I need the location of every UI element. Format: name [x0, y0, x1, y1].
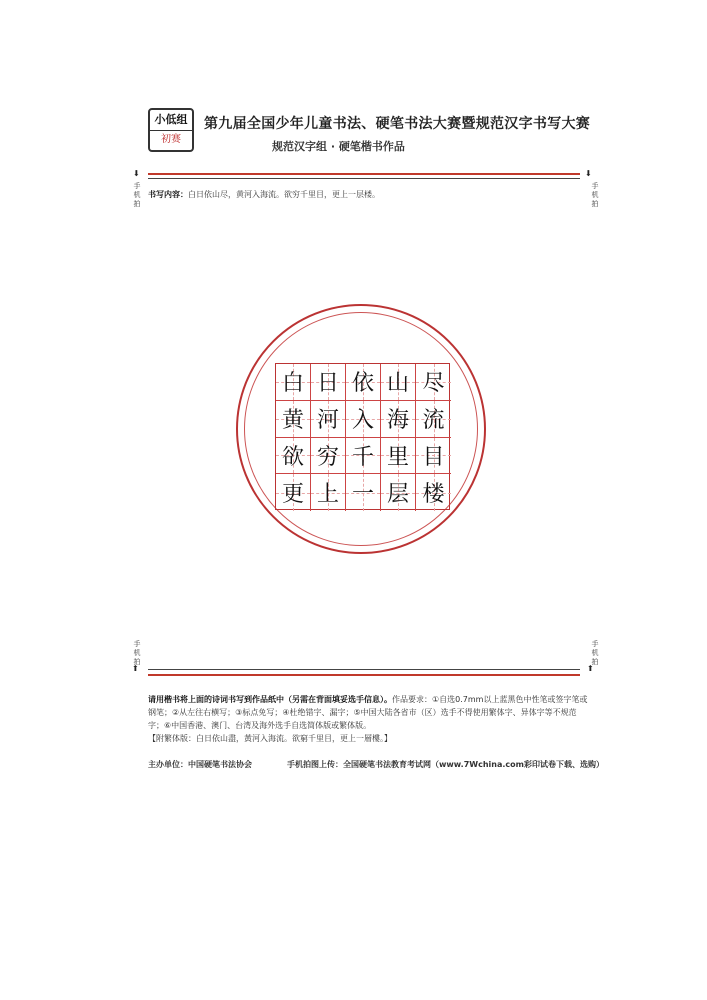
organizer: 主办单位：中国硬笔书法协会	[148, 760, 252, 769]
header-divider-red	[148, 173, 580, 175]
grid-cell: 千	[346, 438, 381, 475]
requirements-lead: 请用楷书将上面的诗词书写到作品纸中（另需在背面填妥选手信息）。	[148, 695, 392, 704]
grid-cell: 目	[416, 438, 451, 475]
writing-content-label: 书写内容：	[148, 190, 188, 199]
group-label: 小低组	[150, 110, 192, 131]
grid-cell: 山	[381, 364, 416, 401]
footer-divider-red	[148, 674, 580, 676]
grid-cell: 欲	[276, 438, 311, 475]
arrow-down-icon: ⬇	[585, 169, 592, 178]
round-label: 初赛	[161, 134, 181, 145]
grid-cell: 流	[416, 401, 451, 438]
group-badge	[148, 108, 194, 152]
footer-divider-dark	[148, 669, 580, 670]
page-subtitle: 规范汉字组 · 硬笔楷书作品	[272, 140, 405, 153]
grid-cell: 里	[381, 438, 416, 475]
grid-cell: 一	[346, 474, 381, 511]
header-divider-dark	[148, 178, 580, 179]
grid-cell: 白	[276, 364, 311, 401]
grid-cell: 更	[276, 474, 311, 511]
grid-cell: 依	[346, 364, 381, 401]
grid-cell: 日	[311, 364, 346, 401]
page-title: 第九届全国少年儿童书法、硬笔书法大赛暨规范汉字书写大赛	[204, 116, 591, 132]
grid-cell: 层	[381, 474, 416, 511]
phone-shoot-mark-bottom-left: 手 机 拍	[133, 640, 141, 666]
arrow-down-icon: ⬇	[133, 169, 140, 178]
grid-cell: 河	[311, 401, 346, 438]
arrow-up-icon: ⬆	[587, 664, 594, 673]
grid-cell: 上	[311, 474, 346, 511]
writing-content-text: 白日依山尽，黄河入海流。欲穷千里目，更上一层楼。	[188, 190, 380, 199]
calligraphy-grid	[275, 363, 450, 510]
requirements-body: 作品要求：①自选0.7mm以上蓝黑色中性笔或签字笔或钢笔；②从左往右横写；③标点免写；④杜绝错字、漏字；⑤中国大陆各省市（区）选手不得使用繁体字、异体字等不规范字；⑥中国香港、澳门、台湾及海外选手自选简体版或繁体版。	[148, 695, 588, 730]
grid-cell: 海	[381, 401, 416, 438]
grid-cell: 尽	[416, 364, 451, 401]
requirements	[148, 693, 588, 745]
arrow-up-icon: ⬆	[132, 664, 139, 673]
phone-shoot-mark-bottom-right: 手 机 拍	[591, 640, 599, 666]
grid-cell: 黄	[276, 401, 311, 438]
traditional-version: 【附繁体版：白日依山盡，黃河入海流。欲窮千里目，更上一層樓。】	[148, 734, 392, 743]
upload-note: 手机拍图上传：全国硬笔书法教育考试网（www.7Wchina.com彩印试卷下载、选购）	[287, 760, 604, 769]
phone-shoot-mark-top-right: 手 机 拍	[591, 182, 599, 208]
phone-shoot-mark-top-left: 手 机 拍	[133, 182, 141, 208]
grid-cell: 楼	[416, 474, 451, 511]
grid-cell: 穷	[311, 438, 346, 475]
writing-content	[148, 189, 380, 200]
grid-cell: 入	[346, 401, 381, 438]
